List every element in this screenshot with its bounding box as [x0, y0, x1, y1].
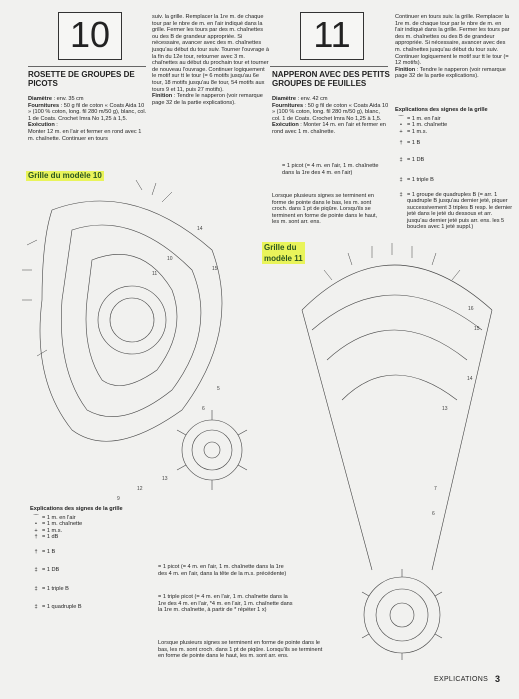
right-instructions [272, 96, 390, 136]
legend-item: † = 1 B [399, 140, 421, 146]
svg-text:16: 16 [468, 306, 474, 312]
legend-11 [395, 107, 513, 231]
legend-item: + = 1 m.s. [34, 527, 63, 534]
svg-text:6: 6 [202, 406, 205, 412]
intro-text: Monter 12 m. en l'air et fermer en rond avec 1 m. chaînette. Continuer en tours [28, 128, 142, 142]
grid-label-10: Grille du modèle 10 [28, 171, 102, 180]
grid-label-11: Grille du modèle 11 [264, 243, 303, 263]
svg-text:12: 12 [137, 486, 143, 492]
spec-execution-11: Exécution : Monter 14 m. en l'air et fermer en rond avec 1 m. chaînette. [272, 122, 386, 135]
legend-item: + = 1 m.s. [399, 128, 428, 135]
svg-text:5: 5 [217, 386, 220, 392]
legend-title: Explications des signes de la grille [395, 107, 488, 113]
legend-10 [30, 506, 160, 611]
legend-item: • = 1 m. chaînette [35, 521, 83, 527]
svg-text:13: 13 [442, 406, 448, 412]
spec-execution: Exécution : [28, 122, 58, 129]
pattern-number-box-11: 11 [300, 12, 364, 60]
spec-diameter-11: Diamètre : env. 42 cm [272, 96, 328, 102]
spec-supplies: Fournitures : 50 g fil de coton « Coats Aida 10 » (100 % coton, long. fil 280 m/50 g), blanc, col. 1 de Coats. Crochet Imra No 1,25 à 1,5. [28, 102, 147, 122]
point-note-11: Lorsque plusieurs signes se terminent en forme de pointe dans le bas, les m. sont croch. dans 1 pt de piqûre. Lorsqu'ils se terminent en forme de pointe dans le haut, les m. sont arr. ens. [272, 193, 378, 226]
pattern-title: ROSETTE DE GROUPES DE PICOTS [28, 70, 135, 88]
finish-text-11: Finition : Tendre le napperon (voir remarque page 32 de la partie explications). [395, 66, 506, 80]
svg-text:15: 15 [212, 266, 218, 272]
legend-item: ‡ = 1 groupe de quadruples B (= arr. 1 quadruple B jusqu'au dernier jeté, piquer successivement 3 triples B resp. le dernier jeté dans le jeté du dessous et arr. jusqu'au dernier jeté puis arr. ens. les 5 boucles avec 1 jeté suppl.) [399, 191, 513, 230]
legend-item: ⌒ = 1 m. en l'air [33, 514, 76, 521]
svg-text:7: 7 [434, 486, 437, 492]
legend-item: ⌒ = 1 m. en l'air [398, 115, 441, 122]
legend-item: † = 1 B [34, 548, 56, 555]
finish-text: Finition : Tendre le napperon (voir remarque page 32 de la partie explications). [152, 93, 263, 106]
title-rule [28, 66, 146, 67]
crochet-chart-10 [12, 180, 252, 520]
svg-text:11: 11 [152, 271, 158, 277]
crochet-chart-11 [292, 240, 502, 660]
legend-title-10: Explications des signes de la grille [30, 506, 123, 512]
instructions-text: suiv. la grille. Remplacer la 1re m. de chaque tour par le nbre de m. en l'air indiqué dans la grille. Fermer les tours par des m. chaînettes ou des B de grandeur appropriée. Si nécessaire, avancer avec des m. chaînettes jusqu'au début du tour suiv. Tourner l'ouvrage à la fin du 12e tour, retourner avec 3 m. chaînettes au début du prochain tour et tourner de nouveau l'ouvrage. Continuer logiquement le motif sur tt le tour (= 6 motifs jusqu'au 6e tour, 18 motifs jusqu'au 8e tour, 54 motifs aux tours 9 et 11, puis 27 motifs). [152, 14, 269, 93]
svg-text:14: 14 [467, 376, 473, 382]
legend-item: ‡ = 1 quadruple B [34, 604, 82, 610]
svg-text:15: 15 [474, 326, 480, 332]
pattern-number-box: 10 [58, 12, 122, 60]
left-instructions-col2 [152, 14, 270, 106]
legend-item: ‡ = 1 triple B [399, 177, 434, 183]
spec-supplies-11: Fournitures : 50 g fil de coton « Coats Aida 10 » (100 % coton, long. fil 280 m/50 g), blanc, col. 1 de Coats. Crochet Imra No 1,25 à 1,5. [272, 102, 389, 122]
legend-item: ‡ = 1 DB [34, 567, 60, 573]
footer-section: EXPLICATIONS [434, 676, 489, 683]
right-instructions-col2 [395, 14, 511, 80]
instructions-text-11: Continuer en tours suiv. la grille. Remplacer la 1re m. de chaque tour par le nbre de m. en l'air indiqué dans la grille. Fermer les tours par des m. chaînettes ou des B de grandeur appropriée. Si nécessaire, avancer avec des m. chaînettes jusqu'au début du tour suiv. Continuer logiquement le motif sur tt le tour (= 12 motifs). [395, 14, 510, 67]
picot-note-10: = 1 picot (= 4 m. en l'air, 1 m. chaînette dans la 1re des 4 m. en l'air, dans la tête de la m.s. précédente) [158, 564, 287, 577]
svg-text:9: 9 [117, 496, 120, 502]
page-number: 3 [495, 674, 501, 684]
legend-item: ‡ = 1 DB [399, 156, 425, 163]
legend-item: • = 1 m. chaînette [400, 122, 448, 128]
svg-text:13: 13 [162, 476, 168, 482]
legend-item: † = 1 dB [34, 534, 59, 540]
spec-diameter: Diamètre : env. 35 cm [28, 96, 84, 102]
triple-picot-note-10: = 1 triple picot (= 4 m. en l'air, 1 m. chaînette dans la 1re des 4 m. en l'air, *4 m. en l'air, 1 m. chaînette dans la 1re m. chaînette, à partir de * répéter 1 x) [158, 594, 293, 614]
legend-item: ‡ = 1 triple B [34, 585, 69, 592]
svg-text:10: 10 [167, 256, 173, 262]
title-rule-11 [270, 66, 388, 67]
left-instructions [28, 96, 148, 142]
svg-text:6: 6 [432, 511, 435, 517]
svg-text:14: 14 [197, 226, 203, 232]
pattern-title-11: NAPPERON AVEC DES PETITS GROUPES DE FEUILLES [272, 70, 390, 88]
point-note-10: Lorsque plusieurs signes se terminent en forme de pointe dans le bas, les m. sont croch. dans 1 pt de piqûre. Lorsqu'ils se terminent en forme de pointe dans le haut, les m. sont arr. ens. [158, 640, 323, 660]
picot-note-11: = 1 picot (= 4 m. en l'air, 1 m. chaînette dans la 1re des 4 m. en l'air) [282, 163, 379, 176]
